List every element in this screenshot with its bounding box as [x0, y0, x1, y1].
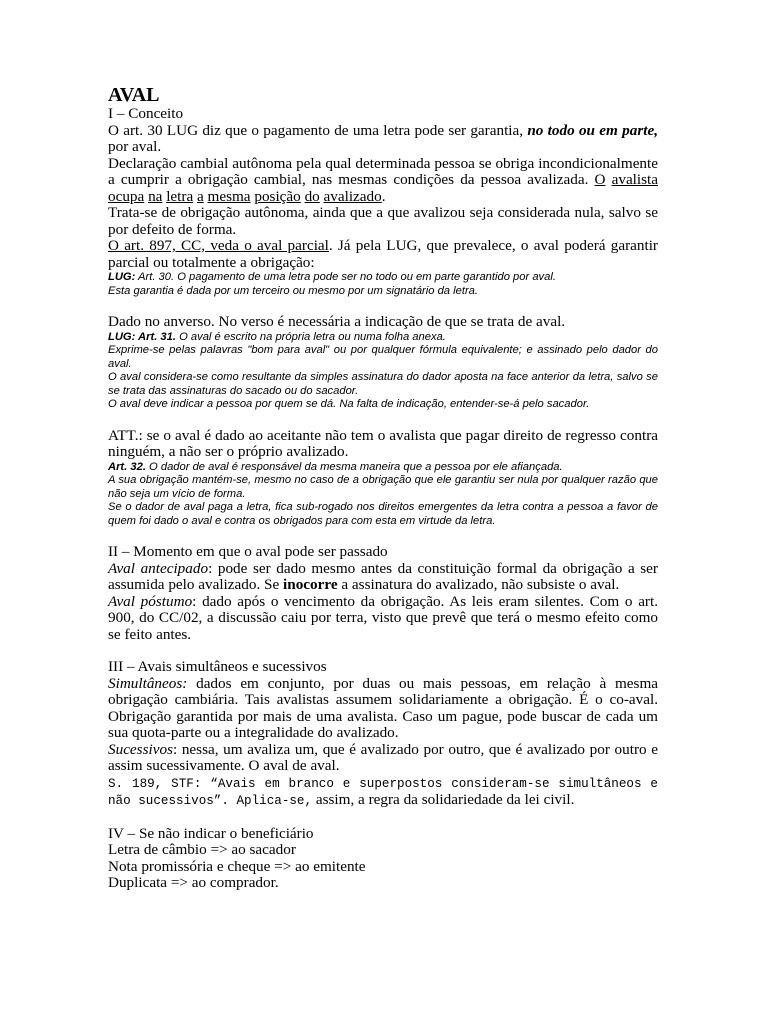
paragraph: S. 189, STF: “Avais em branco e superpostos consideram-se simultâneos e não sucessivos”. Aplica-se, assim, a regra da solidariedade da lei civil.	[108, 776, 658, 808]
paragraph: Aval antecipado: pode ser dado mesmo antes da constituição formal da obrigação a ser assumida pelo avalizado. Se inocorre a assinatura do avalizado, não subsiste o aval.	[108, 559, 658, 593]
paragraph: O art. 897, CC, veda o aval parcial. Já pela LUG, que prevalece, o aval poderá garantir parcial ou totalmente a obrigação:	[108, 237, 658, 271]
law-quote: Art. 32. O dador de aval é responsável da mesma maneira que a pessoa por ele afiançada.	[108, 460, 563, 473]
law-quote: LUG: Art. 31. O aval é escrito na própria letra ou numa folha anexa.	[108, 330, 446, 343]
law-quote: A sua obrigação mantém-se, mesmo no caso de a obrigação que ele garantiu ser nula por qualquer razão que não seja um vício de forma.	[108, 474, 658, 500]
list-item: Letra de câmbio => ao sacador	[108, 841, 296, 858]
law-quote: LUG: Art. 30. O pagamento de uma letra pode ser no todo ou em parte garantido por aval.	[108, 271, 556, 283]
paragraph: Dado no anverso. No verso é necessária a indicação de que se trata de aval.	[108, 313, 566, 330]
paragraph: Sucessivos: nessa, um avaliza um, que é avalizado por outro, que é avalizado por outro e assim sucessivamente. O aval de aval.	[108, 740, 658, 774]
paragraph: O art. 30 LUG diz que o pagamento de uma letra pode ser garantia, no todo ou em parte, por aval.	[108, 121, 658, 155]
section-heading-avais: III – Avais simultâneos e sucessivos	[108, 658, 327, 675]
list-item: Duplicata => ao comprador.	[108, 874, 279, 891]
law-quote: O aval deve indicar a pessoa por quem se dá. Na falta de indicação, entender-se-á pelo sacador.	[108, 398, 590, 410]
paragraph: Simultâneos: dados em conjunto, por duas ou mais pessoas, em relação à mesma obrigação cambiária. Tais avalistas assumem solidariamente a obrigação. É o co-aval. Obrigação garantida por mais de uma avalista. Caso um pague, pode buscar de cada um sua quota-parte ou a integralidade do avalizado.	[108, 674, 658, 741]
paragraph: Trata-se de obrigação autônoma, ainda que a que avalizou seja considerada nula, salvo se por defeito de forma.	[108, 204, 658, 238]
section-heading-beneficiario: IV – Se não indicar o beneficiário	[108, 824, 314, 842]
document-title: AVAL	[108, 84, 160, 106]
law-quote: Exprime-se pelas palavras "bom para aval" ou por qualquer fórmula equivalente; e assinado pelo dador do aval.	[108, 344, 658, 370]
paragraph: Declaração cambial autônoma pela qual determinada pessoa se obriga incondicionalmente a cumprir a obrigação cambial, nas mesmas condições da pessoa avalizada. O avalista ocupa na letra a mesma posição do avalizado.	[108, 154, 658, 205]
section-heading-conceito: I – Conceito	[108, 105, 184, 122]
law-quote: Esta garantia é dada por um terceiro ou mesmo por um signatário da letra.	[108, 284, 479, 297]
paragraph: ATT.: se o aval é dado ao aceitante não tem o avalista que pagar direito de regresso contra ninguém, a não ser o próprio avalizado.	[108, 426, 658, 460]
law-quote: O aval considera-se como resultante da simples assinatura do dador aposta na face anterior da letra, salvo se se trata das assinaturas do sacado ou do sacador.	[108, 371, 658, 397]
paragraph: Aval póstumo: dado após o vencimento da obrigação. As leis eram silentes. Com o art. 900, do CC/02, a discussão caiu por terra, visto que prevê que terá o mesmo efeito como se feito antes.	[108, 592, 659, 643]
list-item: Nota promissória e cheque => ao emitente	[108, 857, 366, 875]
law-quote: Se o dador de aval paga a letra, fica sub-rogado nos direitos emergentes da letra contra a pessoa a favor de quem foi dado o aval e contra os obrigados para com esta em virtude da letra.	[108, 501, 658, 527]
section-heading-momento: II – Momento em que o aval pode ser passado	[108, 543, 388, 560]
